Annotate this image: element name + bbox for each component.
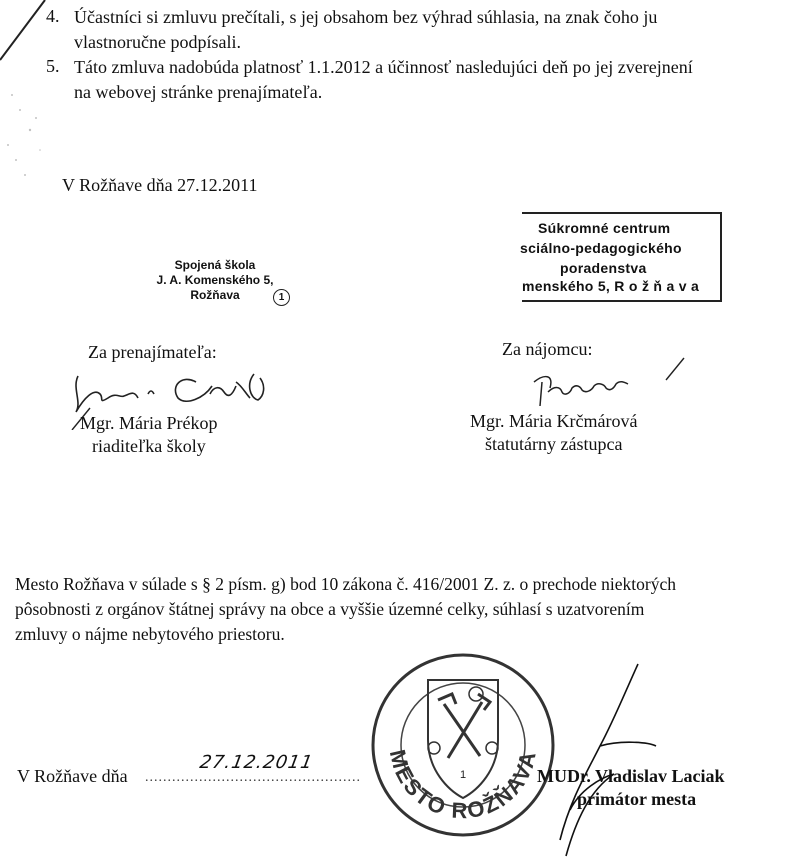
tenant-name: Mgr. Mária Krčmárová	[470, 411, 638, 431]
place-date: V Rožňave dňa 27.12.2011	[62, 175, 258, 195]
clause-5-line1: Táto zmluva nadobúda platnosť 1.1.2012 a účinnosť nasledujúci deň po jej zverejnení	[74, 57, 693, 77]
center-stamp-line4: menského 5, R o ž ň a v a	[522, 278, 700, 294]
landlord-name: Mgr. Mária Prékop	[80, 413, 218, 433]
consent-line1: Mesto Rožňava v súlade s § 2 písm. g) bod 10 zákona č. 416/2001 Z. z. o prechode niektorých	[15, 574, 676, 594]
clause-5-line2: na webovej stránke prenajímateľa.	[74, 82, 323, 102]
mayor-place-label: V Rožňave dňa	[17, 766, 128, 786]
svg-text:MESTO ROŽŇAVA	[385, 747, 541, 823]
clause-5-number: 5.	[46, 56, 60, 76]
school-stamp-line2: J. A. Komenského 5,	[156, 273, 274, 287]
school-stamp-line1: Spojená škola	[174, 258, 256, 272]
center-stamp-line2: sciálno-pedagogického	[520, 240, 682, 256]
clause-4-line1: Účastníci si zmluvu prečítali, s jej obsahom bez výhrad súhlasia, na znak čoho ju	[74, 7, 658, 27]
tenant-heading: Za nájomcu:	[502, 339, 593, 359]
mayor-signature	[530, 650, 700, 858]
clause-4-number: 4.	[46, 6, 60, 26]
fold-line	[0, 0, 45, 60]
center-stamp-line1: Súkromné centrum	[538, 220, 671, 236]
tenant-signature	[520, 352, 690, 412]
clause-4-line2: vlastnoručne podpísali.	[74, 32, 241, 52]
mayor-role: primátor mesta	[577, 789, 697, 809]
consent-line3: zmluvy o nájme nebytového priestoru.	[15, 624, 285, 644]
handwritten-date: 27.12.2011	[198, 752, 315, 773]
school-stamp-line3: Rožňava	[190, 288, 240, 302]
school-stamp-mark: 1	[273, 289, 290, 306]
city-stamp-text: MESTO ROŽŇAVA	[384, 747, 542, 824]
mayor-name: MUDr. Vladislav Laciak	[537, 766, 725, 786]
tenant-role: štatutárny zástupca	[485, 434, 623, 454]
consent-line2: pôsobnosti z orgánov štátnej správy na obce a vyššie územné celky, súhlasí s uzatvorením	[15, 599, 645, 619]
center-stamp-line3: poradenstva	[560, 260, 647, 276]
date-dotted-line: ................................................	[145, 770, 361, 785]
city-stamp-number: 1	[459, 769, 467, 781]
school-stamp	[140, 258, 290, 303]
landlord-role: riaditeľka školy	[92, 436, 206, 456]
landlord-heading: Za prenajímateľa:	[88, 342, 217, 362]
